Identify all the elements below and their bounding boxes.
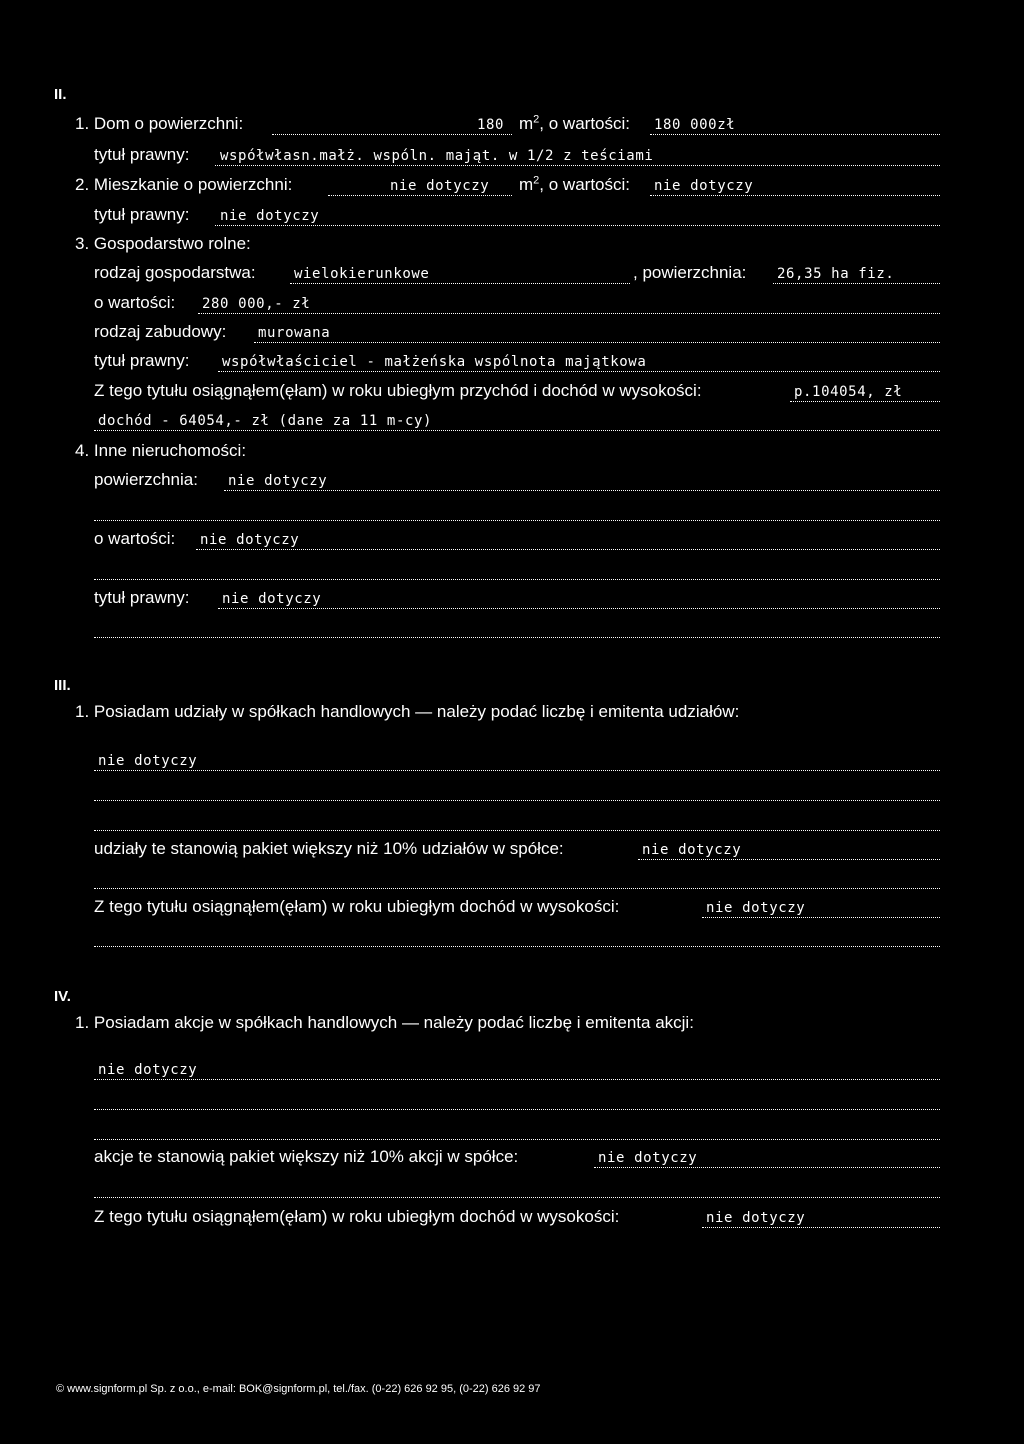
stocks-answer-line-2 bbox=[94, 1109, 940, 1110]
house-value-field[interactable]: 180 000zł bbox=[654, 117, 736, 133]
other-area-label: powierzchnia: bbox=[94, 470, 198, 489]
other-value-field[interactable]: nie dotyczy bbox=[200, 532, 300, 548]
farm-income-label: Z tego tytułu osiągnąłem(ęłam) w roku ubiegłym przychód i dochód w wysokości: bbox=[94, 381, 702, 400]
farm-value-field[interactable]: 280 000,- zł bbox=[202, 296, 311, 312]
stocks-question: 1. Posiadam akcje w spółkach handlowych — należy podać liczbę i emitenta akcji: bbox=[75, 1013, 694, 1032]
stocks-income-label: Z tego tytułu osiągnąłem(ęłam) w roku ubiegłym dochód w wysokości: bbox=[94, 1207, 620, 1226]
farm-label: 3. Gospodarstwo rolne: bbox=[75, 234, 251, 253]
house-title-field[interactable]: współwłasn.małż. wspóln. mająt. w 1/2 z teściami bbox=[220, 148, 654, 164]
flat-title-field[interactable]: nie dotyczy bbox=[220, 208, 320, 224]
flat-title-line bbox=[215, 225, 940, 226]
other-label: 4. Inne nieruchomości: bbox=[75, 441, 247, 460]
stocks-pct-field[interactable]: nie dotyczy bbox=[598, 1150, 698, 1166]
house-value-line bbox=[650, 134, 940, 135]
farm-area-line bbox=[773, 283, 940, 284]
shares-income-line-2 bbox=[94, 946, 940, 947]
farm-type-line bbox=[290, 283, 630, 284]
farm-build-line bbox=[254, 342, 940, 343]
flat-area-line bbox=[328, 195, 512, 196]
section-iv-heading: IV. bbox=[54, 988, 71, 1005]
flat-title-label: tytuł prawny: bbox=[94, 205, 190, 224]
farm-income2-field[interactable]: dochód - 64054,- zł (dane za 11 m-cy) bbox=[98, 413, 433, 429]
stocks-income-field[interactable]: nie dotyczy bbox=[706, 1210, 806, 1226]
farm-type-field[interactable]: wielokierunkowe bbox=[294, 266, 430, 282]
stocks-pct-line-2 bbox=[94, 1197, 940, 1198]
other-title-label: tytuł prawny: bbox=[94, 588, 190, 607]
farm-value-label: o wartości: bbox=[94, 293, 176, 312]
shares-answer-line bbox=[94, 770, 940, 771]
flat-value-field[interactable]: nie dotyczy bbox=[654, 178, 754, 194]
stocks-pct-line bbox=[594, 1167, 940, 1168]
flat-label: 2. Mieszkanie o powierzchni: bbox=[75, 175, 293, 194]
farm-title-line bbox=[218, 371, 940, 372]
other-area-line-2 bbox=[94, 520, 940, 521]
stocks-pct-label: akcje te stanowią pakiet większy niż 10% akcji w spółce: bbox=[94, 1147, 519, 1166]
section-iii-heading: III. bbox=[54, 677, 71, 694]
shares-answer-line-2 bbox=[94, 800, 940, 801]
flat-area-field[interactable]: nie dotyczy bbox=[390, 178, 490, 194]
farm-area-label: , powierzchnia: bbox=[633, 263, 747, 282]
house-label: 1. Dom o powierzchni: bbox=[75, 114, 244, 133]
flat-unit: $m^2$, o wartości: bbox=[519, 174, 630, 194]
stocks-income-line bbox=[702, 1227, 940, 1228]
stocks-answer-line-3 bbox=[94, 1139, 940, 1140]
footer-text: © www.signform.pl Sp. z o.o., e-mail: BOK@signform.pl, tel./fax. (0-22) 626 92 95, (0-22) 626 92 97 bbox=[56, 1383, 541, 1395]
section-ii-heading: II. bbox=[54, 86, 67, 103]
farm-income-line bbox=[790, 401, 940, 402]
stocks-answer-line bbox=[94, 1079, 940, 1080]
house-area-line bbox=[272, 134, 512, 135]
shares-question: 1. Posiadam udziały w spółkach handlowych — należy podać liczbę i emitenta udziałów: bbox=[75, 702, 740, 721]
farm-value-line bbox=[198, 313, 940, 314]
other-area-field[interactable]: nie dotyczy bbox=[228, 473, 328, 489]
farm-title-label: tytuł prawny: bbox=[94, 351, 190, 370]
farm-type-label: rodzaj gospodarstwa: bbox=[94, 263, 256, 282]
shares-income-label: Z tego tytułu osiągnąłem(ęłam) w roku ubiegłym dochód w wysokości: bbox=[94, 897, 620, 916]
farm-income-field[interactable]: p.104054, zł bbox=[794, 384, 903, 400]
other-title-line bbox=[218, 608, 940, 609]
farm-income2-line bbox=[94, 430, 940, 431]
house-area-field[interactable]: 180 bbox=[477, 117, 505, 133]
stocks-answer-field[interactable]: nie dotyczy bbox=[98, 1062, 198, 1078]
shares-answer-line-3 bbox=[94, 830, 940, 831]
shares-income-field[interactable]: nie dotyczy bbox=[706, 900, 806, 916]
shares-pct-line bbox=[638, 859, 940, 860]
shares-pct-label: udziały te stanowią pakiet większy niż 10% udziałów w spółce: bbox=[94, 839, 564, 858]
other-title-field[interactable]: nie dotyczy bbox=[222, 591, 322, 607]
farm-build-label: rodzaj zabudowy: bbox=[94, 322, 227, 341]
farm-title-field[interactable]: współwłaściciel - małżeńska wspólnota majątkowa bbox=[222, 354, 647, 370]
shares-income-line bbox=[702, 917, 940, 918]
other-value-label: o wartości: bbox=[94, 529, 176, 548]
other-value-line-2 bbox=[94, 579, 940, 580]
flat-value-line bbox=[650, 195, 940, 196]
other-area-line bbox=[224, 490, 940, 491]
other-title-line-2 bbox=[94, 637, 940, 638]
house-unit: $m^2$, o wartości: bbox=[519, 113, 630, 133]
house-title-line bbox=[215, 165, 940, 166]
farm-build-field[interactable]: murowana bbox=[258, 325, 331, 341]
shares-pct-field[interactable]: nie dotyczy bbox=[642, 842, 742, 858]
house-title-label: tytuł prawny: bbox=[94, 145, 190, 164]
shares-answer-field[interactable]: nie dotyczy bbox=[98, 753, 198, 769]
shares-pct-line-2 bbox=[94, 888, 940, 889]
other-value-line bbox=[196, 549, 940, 550]
farm-area-field[interactable]: 26,35 ha fiz. bbox=[777, 266, 895, 282]
